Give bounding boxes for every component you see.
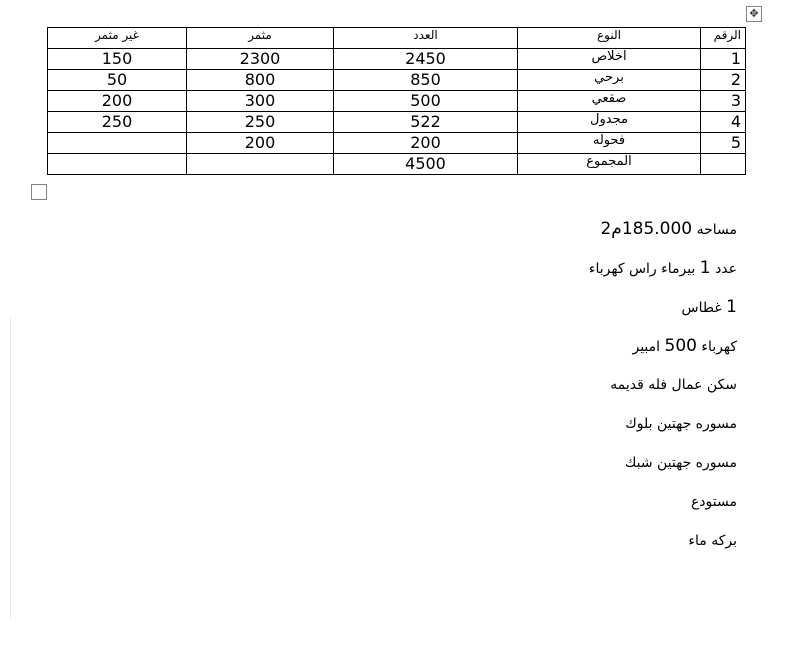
row-non-fruiting: 200 <box>48 91 187 112</box>
table-move-handle-icon[interactable]: ✥ <box>746 6 762 22</box>
note-electricity-value: 500 <box>664 336 697 356</box>
note-electricity-label: كهرباء <box>701 339 737 355</box>
note-housing: سكن عمال فله قديمه <box>610 377 737 393</box>
row-type: برحي <box>518 70 701 91</box>
row-non-fruiting: 50 <box>48 70 187 91</box>
row-type: اخلاص <box>518 49 701 70</box>
row-count: 2450 <box>334 49 518 70</box>
note-area-value: 185.000 <box>621 219 693 239</box>
palm-inventory-table <box>47 27 746 175</box>
note-well-desc: بيرماء راس كهرباء <box>588 261 696 277</box>
header-fruiting: مثمر <box>187 28 334 49</box>
note-well-value: 1 <box>699 258 711 278</box>
header-count: العدد <box>334 28 518 49</box>
row-type: مجدول <box>518 112 701 133</box>
note-well-label: عدد <box>715 261 737 277</box>
total-count: 4500 <box>334 154 518 175</box>
row-count: 500 <box>334 91 518 112</box>
note-pump-value: 1 <box>726 297 737 317</box>
table-total-row <box>48 154 746 175</box>
row-type: صقعي <box>518 91 701 112</box>
row-non-fruiting <box>48 133 187 154</box>
row-fruiting: 2300 <box>187 49 334 70</box>
note-electricity <box>237 335 737 374</box>
note-pool: بركه ماء <box>688 533 737 549</box>
table-row <box>48 112 746 133</box>
note-warehouse: مستودع <box>690 494 737 510</box>
note-well <box>237 257 737 296</box>
row-number: 4 <box>701 112 746 133</box>
row-type: فحوله <box>518 133 701 154</box>
property-notes <box>237 218 737 569</box>
note-electricity-unit: امبير <box>632 339 661 355</box>
note-area-unit: م2 <box>600 219 622 239</box>
table-resize-handle[interactable] <box>31 184 47 200</box>
row-number: 1 <box>701 49 746 70</box>
row-non-fruiting: 250 <box>48 112 187 133</box>
table-header-row <box>48 28 746 49</box>
row-number: 5 <box>701 133 746 154</box>
total-fruiting-cell <box>187 154 334 175</box>
row-fruiting: 800 <box>187 70 334 91</box>
row-count: 200 <box>334 133 518 154</box>
note-area-label: مساحه <box>696 222 737 238</box>
note-area <box>237 218 737 257</box>
total-label: المجموع <box>518 154 701 175</box>
row-number: 2 <box>701 70 746 91</box>
total-non-fruiting-cell <box>48 154 187 175</box>
note-fence-mesh: مسوره جهتين شبك <box>624 455 737 471</box>
header-non-fruiting: غير مثمر <box>48 28 187 49</box>
table-row <box>48 49 746 70</box>
note-fence-block: مسوره جهتين بلوك <box>625 416 737 432</box>
row-fruiting: 250 <box>187 112 334 133</box>
row-number: 3 <box>701 91 746 112</box>
note-pump-desc: غطاس <box>681 300 722 316</box>
header-type: النوع <box>518 28 701 49</box>
table-row <box>48 70 746 91</box>
note-pump <box>237 296 737 335</box>
header-number: الرقم <box>701 28 746 49</box>
row-count: 850 <box>334 70 518 91</box>
row-non-fruiting: 150 <box>48 49 187 70</box>
row-count: 522 <box>334 112 518 133</box>
total-number-cell <box>701 154 746 175</box>
margin-guide-line <box>10 318 11 618</box>
row-fruiting: 300 <box>187 91 334 112</box>
table-row <box>48 91 746 112</box>
table-row <box>48 133 746 154</box>
row-fruiting: 200 <box>187 133 334 154</box>
